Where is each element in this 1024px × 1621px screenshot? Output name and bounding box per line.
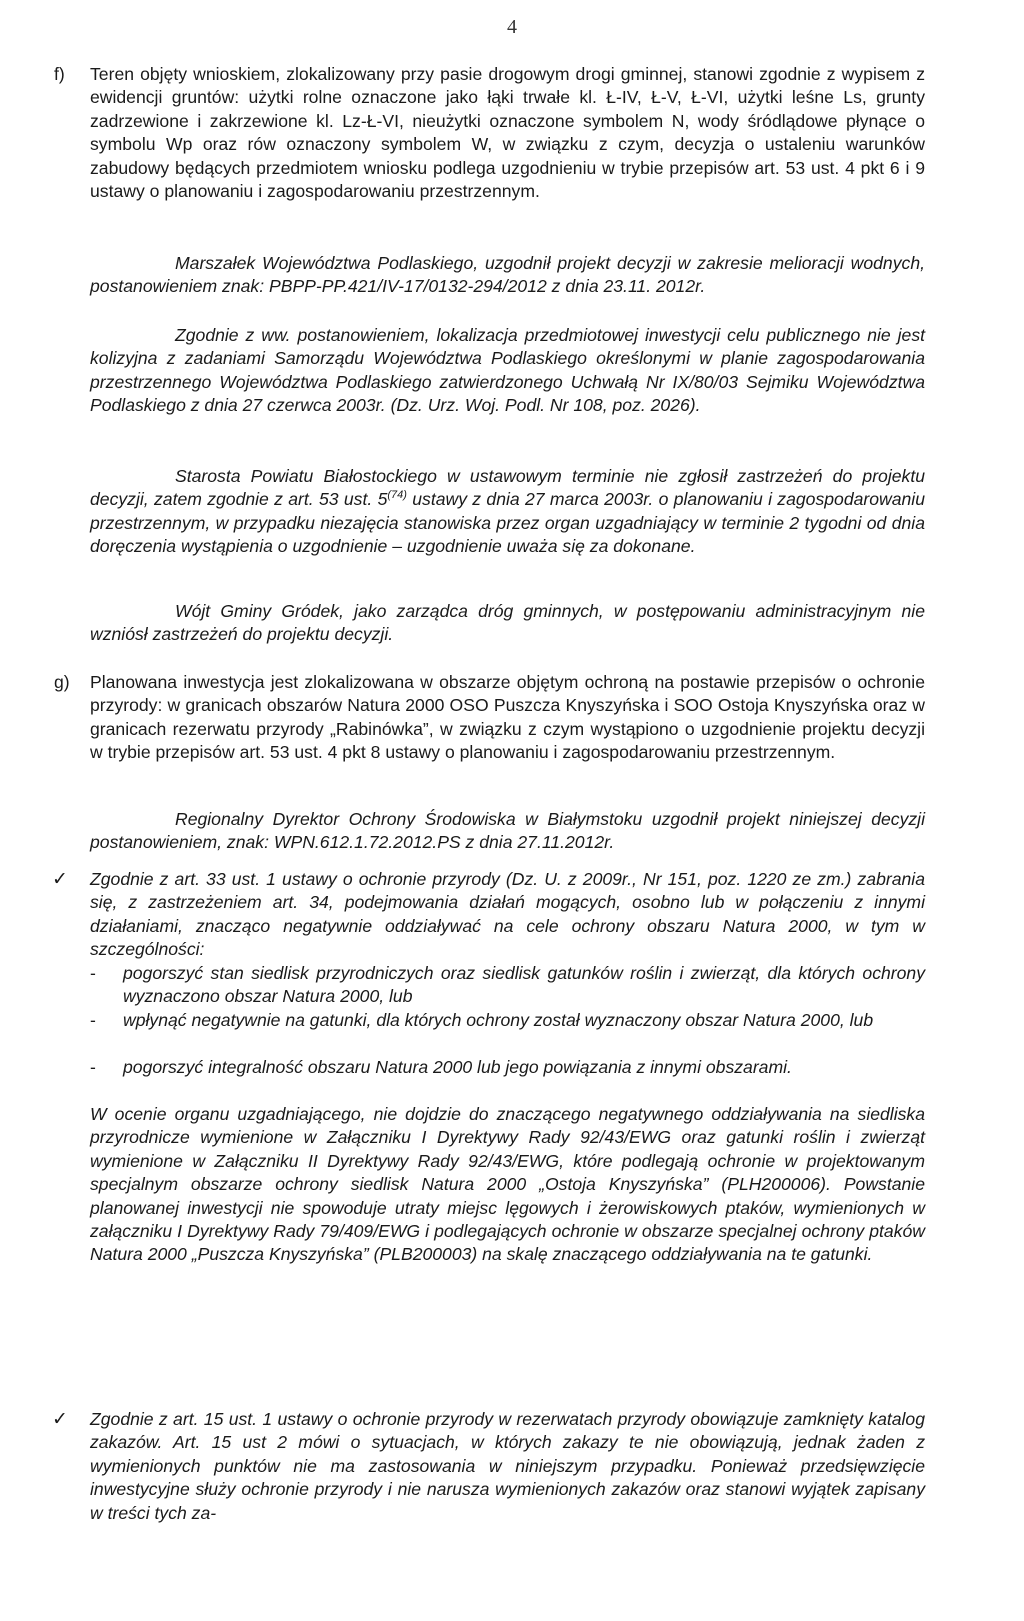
section-f-wojt-paragraph: Wójt Gminy Gródek, jako zarządca dróg gminnych, w postępowaniu administracyjnym nie wzniósł zastrzeżeń do projektu decyzji. (90, 601, 925, 645)
section-g-rdos-paragraph: Regionalny Dyrektor Ochrony Środowiska w Białymstoku uzgodnił projekt niniejszej decyzji postanowieniem, znak: WPN.612.1.72.2012.PS z dnia 27.11.2012r. (90, 809, 925, 853)
section-g-marker: g) (54, 672, 70, 692)
assessment-paragraph: W ocenie organu uzgadniającego, nie dojdzie do znaczącego negatywnego oddziaływania na siedliska przyrodnicze wymienione w Załączniku I Dyrektywy Rady 92/43/EWG oraz gatunki roślin i zwierząt wymienione w Załączniku II Dyrektywy Rady 92/43/EWG, które podlegają ochronie w projektowanym specjalnym obszarze ochrony siedlisk Natura 2000 „Ostoja Knyszyńska” (PLH200006). Powstanie planowanej inwestycji nie spowoduje utraty miejsc lęgowych i żerowiskowych ptaków, wymienionych w załączniku I Dyrektywy Rady 79/409/EWG i podlegających ochronie w obszarze specjalnej ochrony ptaków Natura 2000 „Puszcza Knyszyńska” (PLB200003) na skalę znaczącego oddziaływania na te gatunki. (90, 1104, 925, 1265)
page-number: 4 (507, 16, 517, 38)
natura-article-paragraph: Zgodnie z art. 33 ust. 1 ustawy o ochronie przyrody (Dz. U. z 2009r., Nr 151, poz. 1220 ze zm.) zabrania się, z zastrzeżeniem art. 34, podejmowania działań mogących, osobno lub w połączeniu z innymi działaniami, znacząco negatywnie oddziaływać na cele ochrony obszaru Natura 2000, w tym w szczególności: (90, 869, 925, 960)
starost-text-a: Starosta Powiatu Białostockiego w ustawowym terminie nie zgłosił zastrzeżeń do projektu decyzji, zatem zgodnie z art. 53 ust. 5 (90, 466, 925, 510)
reserve-article-paragraph: Zgodnie z art. 15 ust. 1 ustawy o ochronie przyrody w rezerwatach przyrody obowiązuje zamknięty katalog zakazów. Art. 15 ust 2 mówi o sytuacjach, w których zakazy te nie obowiązują, jednak żaden z wymienionych punktów nie ma zastosowania w niniejszym przypadku. Ponieważ przedsięwzięcie inwestycyjne służy ochronie przyrody i nie narusza wymienionych zakazów oraz stanowi wyjątek zapisany w treści tych za- (90, 1409, 925, 1523)
dash-marker: - (90, 963, 96, 983)
dash-marker: - (90, 1010, 96, 1030)
section-f-starost-paragraph (90, 465, 925, 559)
starost-text-b: ustawy z dnia 27 marca 2003r. o planowaniu i zagospodarowaniu przestrzennym, w przypadku niezajęcia stanowiska przez organ uzgadniający w terminie 2 tygodni od dnia doręczenia wystąpienia o uzgodnienie – uzgodnienie uważa się za dokonane. (90, 489, 925, 557)
checkmark-icon: ✓ (52, 868, 68, 890)
section-f-compliance-paragraph: Zgodnie z ww. postanowieniem, lokalizacja przedmiotowej inwestycji celu publicznego nie jest kolizyjna z zadaniami Samorządu Województwa Podlaskiego określonymi w planie zagospodarowania przestrzennego Województwa Podlaskiego zatwierdzonego Uchwałą Nr IX/80/03 Sejmiku Województwa Podlaskiego z dnia 27 czerwca 2003r. (Dz. Urz. Woj. Podl. Nr 108, poz. 2026). (90, 325, 925, 416)
checkmark-icon: ✓ (52, 1408, 68, 1430)
list-item: - pogorszyć integralność obszaru Natura 2000 lub jego powiązania z innymi obszarami. (90, 1056, 925, 1079)
footnote-ref: (74) (387, 489, 407, 502)
section-f-marker: f) (54, 64, 65, 84)
section-f-paragraph: Teren objęty wnioskiem, zlokalizowany przy pasie drogowym drogi gminnej, stanowi zgodnie z wypisem z ewidencji gruntów: użytki rolne oznaczone jako łąki trwałe kl. Ł-IV, Ł-V, Ł-VI, użytki leśne Ls, grunty zadrzewione i zakrzewione kl. Lz-Ł-VI, nieużytki oznaczone symbolem N, wody śródlądowe płynące o symbolu Wp oraz rów oznaczony symbolem W, w związku z czym, decyzja o ustaleniu warunków zabudowy będących przedmiotem wniosku podlega uzgodnieniu w trybie przepisów art. 53 ust. 4 pkt 6 i 9 ustawy o planowaniu i zagospodarowaniu przestrzennym. (90, 64, 925, 202)
dash-marker: - (90, 1057, 96, 1077)
list-item: - wpłynąć negatywnie na gatunki, dla których ochrony został wyznaczony obszar Natura 2000, lub (90, 1009, 925, 1032)
section-g-paragraph: Planowana inwestycja jest zlokalizowana w obszarze objętym ochroną na postawie przepisów o ochronie przyrody: w granicach obszarów Natura 2000 OSO Puszcza Knyszyńska i SOO Ostoja Knyszyńska oraz w granicach rezerwatu przyrody „Rabinówka”, w związku z czym wystąpiono o uzgodnienie projektu decyzji w trybie przepisów art. 53 ust. 4 pkt 8 ustawy o planowaniu i zagospodarowaniu przestrzennym. (90, 672, 925, 763)
list-item: - pogorszyć stan siedlisk przyrodniczych oraz siedlisk gatunków roślin i zwierząt, dla których ochrony wyznaczono obszar Natura 2000, lub (90, 963, 925, 1007)
section-f-marshal-paragraph: Marszałek Województwa Podlaskiego, uzgodnił projekt decyzji w zakresie melioracji wodnych, postanowieniem znak: PBPP-PP.421/IV-17/0132-294/2012 z dnia 23.11. 2012r. (90, 253, 925, 297)
